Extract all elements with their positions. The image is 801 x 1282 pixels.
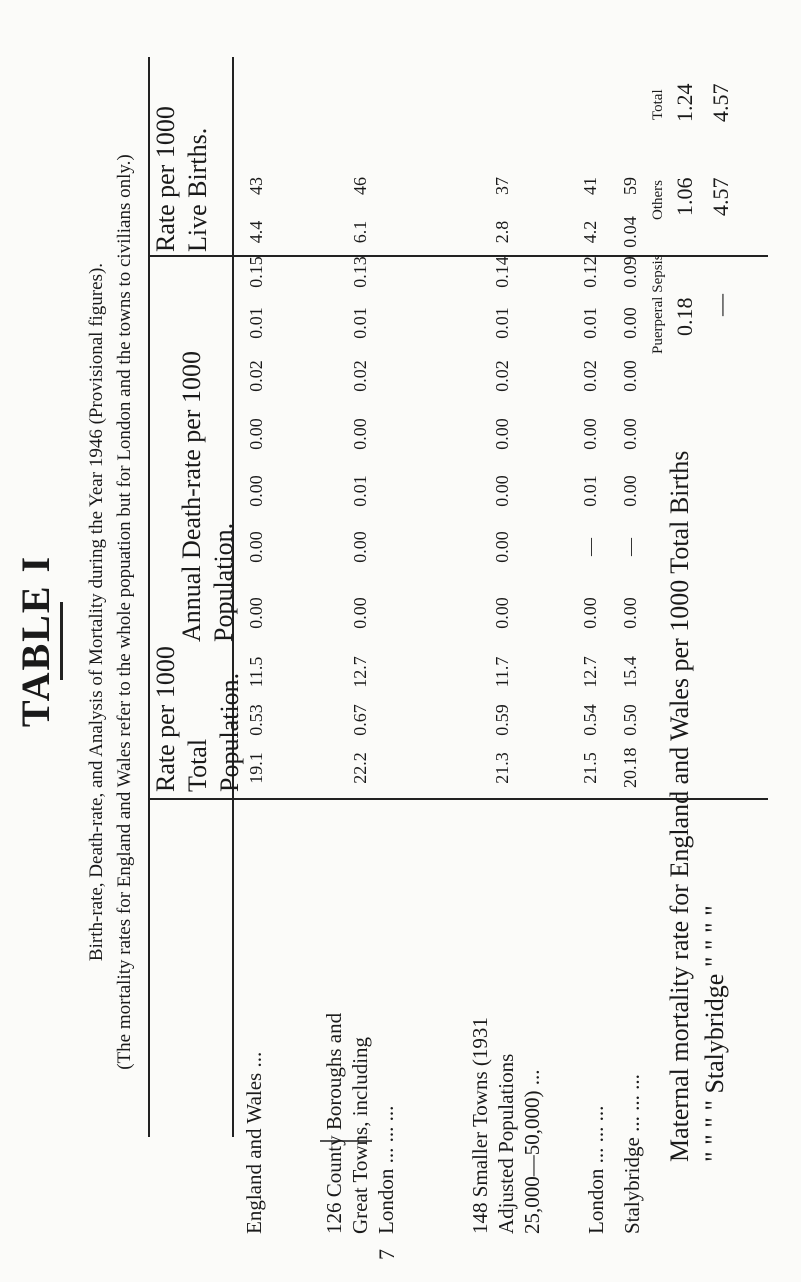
- fn-staly-total: 4.57: [708, 83, 733, 122]
- footnote-line1: Maternal mortality rate for England and Wales per 1000 Total Births: [665, 450, 694, 1162]
- table-cell: 0.13: [350, 256, 370, 288]
- page-number: 7: [374, 1249, 399, 1260]
- table-cell: 0.12: [580, 256, 600, 288]
- table-cell: 0.02: [350, 360, 370, 392]
- table-cell: 0.00: [580, 597, 600, 629]
- table-cell: 0.00: [620, 418, 640, 450]
- table-cell: 0.00: [350, 531, 370, 563]
- table-cell: 37: [492, 177, 512, 195]
- table-cell: 0.01: [580, 307, 600, 339]
- table-cell: 0.00: [350, 418, 370, 450]
- row-label-county-3: London ... ... ...: [374, 1105, 398, 1234]
- table-cell: 0.04: [620, 216, 640, 248]
- table-cell: 0.00: [620, 597, 640, 629]
- table-cell: 11.7: [492, 656, 512, 688]
- table-cell: 0.01: [350, 475, 370, 507]
- table-cell: 4.2: [580, 220, 600, 244]
- table-cell: 21.3: [492, 752, 512, 784]
- table-cell: 0.00: [492, 597, 512, 629]
- table-cell: 0.54: [580, 704, 600, 736]
- table-cell: 0.00: [620, 307, 640, 339]
- header-live-births: Rate per 1000 Live Births.: [151, 106, 212, 252]
- table-cell: 20.18: [620, 747, 640, 788]
- table-cell: 12.7: [350, 656, 370, 688]
- fn-header-total: Total: [650, 89, 666, 120]
- fn-eng-sepsis: 0.18: [672, 297, 697, 336]
- table-cell: 19.1: [246, 752, 266, 784]
- table-cell: 11.5: [246, 656, 266, 688]
- row-label-smaller-2: Adjusted Populations: [494, 1053, 518, 1234]
- table-cell: 0.50: [620, 704, 640, 736]
- table-cell: —: [620, 538, 640, 556]
- divider-births: [148, 255, 768, 257]
- table-title: TABLE I: [13, 554, 58, 728]
- table-cell: 22.2: [350, 752, 370, 784]
- table-cell: 0.00: [492, 418, 512, 450]
- table-cell: 0.00: [246, 597, 266, 629]
- table-caption-note: (The mortality rates for England and Wales refer to the whole popuation but for London and the towns to civilians only.): [114, 154, 135, 1070]
- fn-staly-others: 4.57: [708, 177, 733, 216]
- table-cell: 0.15: [246, 256, 266, 288]
- table-cell: 0.00: [492, 531, 512, 563]
- table-cell: 0.01: [350, 307, 370, 339]
- table-cell: 46: [350, 177, 370, 195]
- table-cell: 43: [246, 177, 266, 195]
- table-cell: 0.00: [620, 360, 640, 392]
- table-cell: 0.02: [492, 360, 512, 392]
- row-label-smaller: 148 Smaller Towns (1931: [468, 1017, 492, 1234]
- table-cell: 0.00: [246, 418, 266, 450]
- title-underline: [60, 602, 63, 680]
- fn-eng-total: 1.24: [672, 83, 697, 122]
- fn-staly-sepsis: —: [708, 294, 733, 316]
- table-cell: 0.09: [620, 256, 640, 288]
- table-cell: 0.53: [246, 704, 266, 736]
- table-cell: 12.7: [580, 656, 600, 688]
- table-cell: 0.00: [620, 475, 640, 507]
- table-cell: 4.4: [246, 220, 266, 244]
- header-total-population: Rate per 1000 Total Population.: [151, 646, 244, 792]
- table-cell: 0.01: [580, 475, 600, 507]
- table-cell: 0.00: [246, 475, 266, 507]
- fn-header-others: Others: [650, 180, 666, 220]
- table-cell: 0.02: [580, 360, 600, 392]
- fn-eng-others: 1.06: [672, 177, 697, 216]
- row-label-england: England and Wales ...: [242, 1051, 266, 1234]
- table-cell: 0.14: [492, 256, 512, 288]
- table-cell: —: [580, 538, 600, 556]
- row-label-county-2: Great Towns, including: [348, 1036, 372, 1234]
- row-label-stalybridge: Stalybridge ... ... ...: [620, 1074, 644, 1234]
- table-cell: 2.8: [492, 220, 512, 244]
- table-cell: 41: [580, 177, 600, 195]
- table-cell: 0.01: [246, 307, 266, 339]
- table-cell: 0.00: [580, 418, 600, 450]
- table-cell: 0.02: [246, 360, 266, 392]
- row-label-smaller-3: 25,000—50,000) ...: [520, 1069, 544, 1234]
- table-cell: 0.59: [492, 704, 512, 736]
- table-cell: 0.00: [492, 475, 512, 507]
- table-caption: Birth-rate, Death-rate, and Analysis of Mortality during the Year 1946 (Provisional figures).: [86, 262, 107, 962]
- table-cell: 0.00: [350, 597, 370, 629]
- header-death-rate: Annual Death-rate per 1000 Population.: [177, 351, 238, 642]
- table-cell: 59: [620, 177, 640, 195]
- table-cell: 0.00: [246, 531, 266, 563]
- table-cell: 21.5: [580, 752, 600, 784]
- table-cell: 0.67: [350, 704, 370, 736]
- row-label-county: 126 County Boroughs and: [322, 1012, 346, 1234]
- table-cell: 0.01: [492, 307, 512, 339]
- table-cell: 15.4: [620, 656, 640, 688]
- fn-header-sepsis: Puerperal Sepsis: [650, 254, 666, 354]
- row-label-london: London ... ... ...: [584, 1105, 608, 1234]
- footnote-line2: " " " " Stalybridge " " " ": [700, 905, 729, 1162]
- table-cell: 6.1: [350, 220, 370, 244]
